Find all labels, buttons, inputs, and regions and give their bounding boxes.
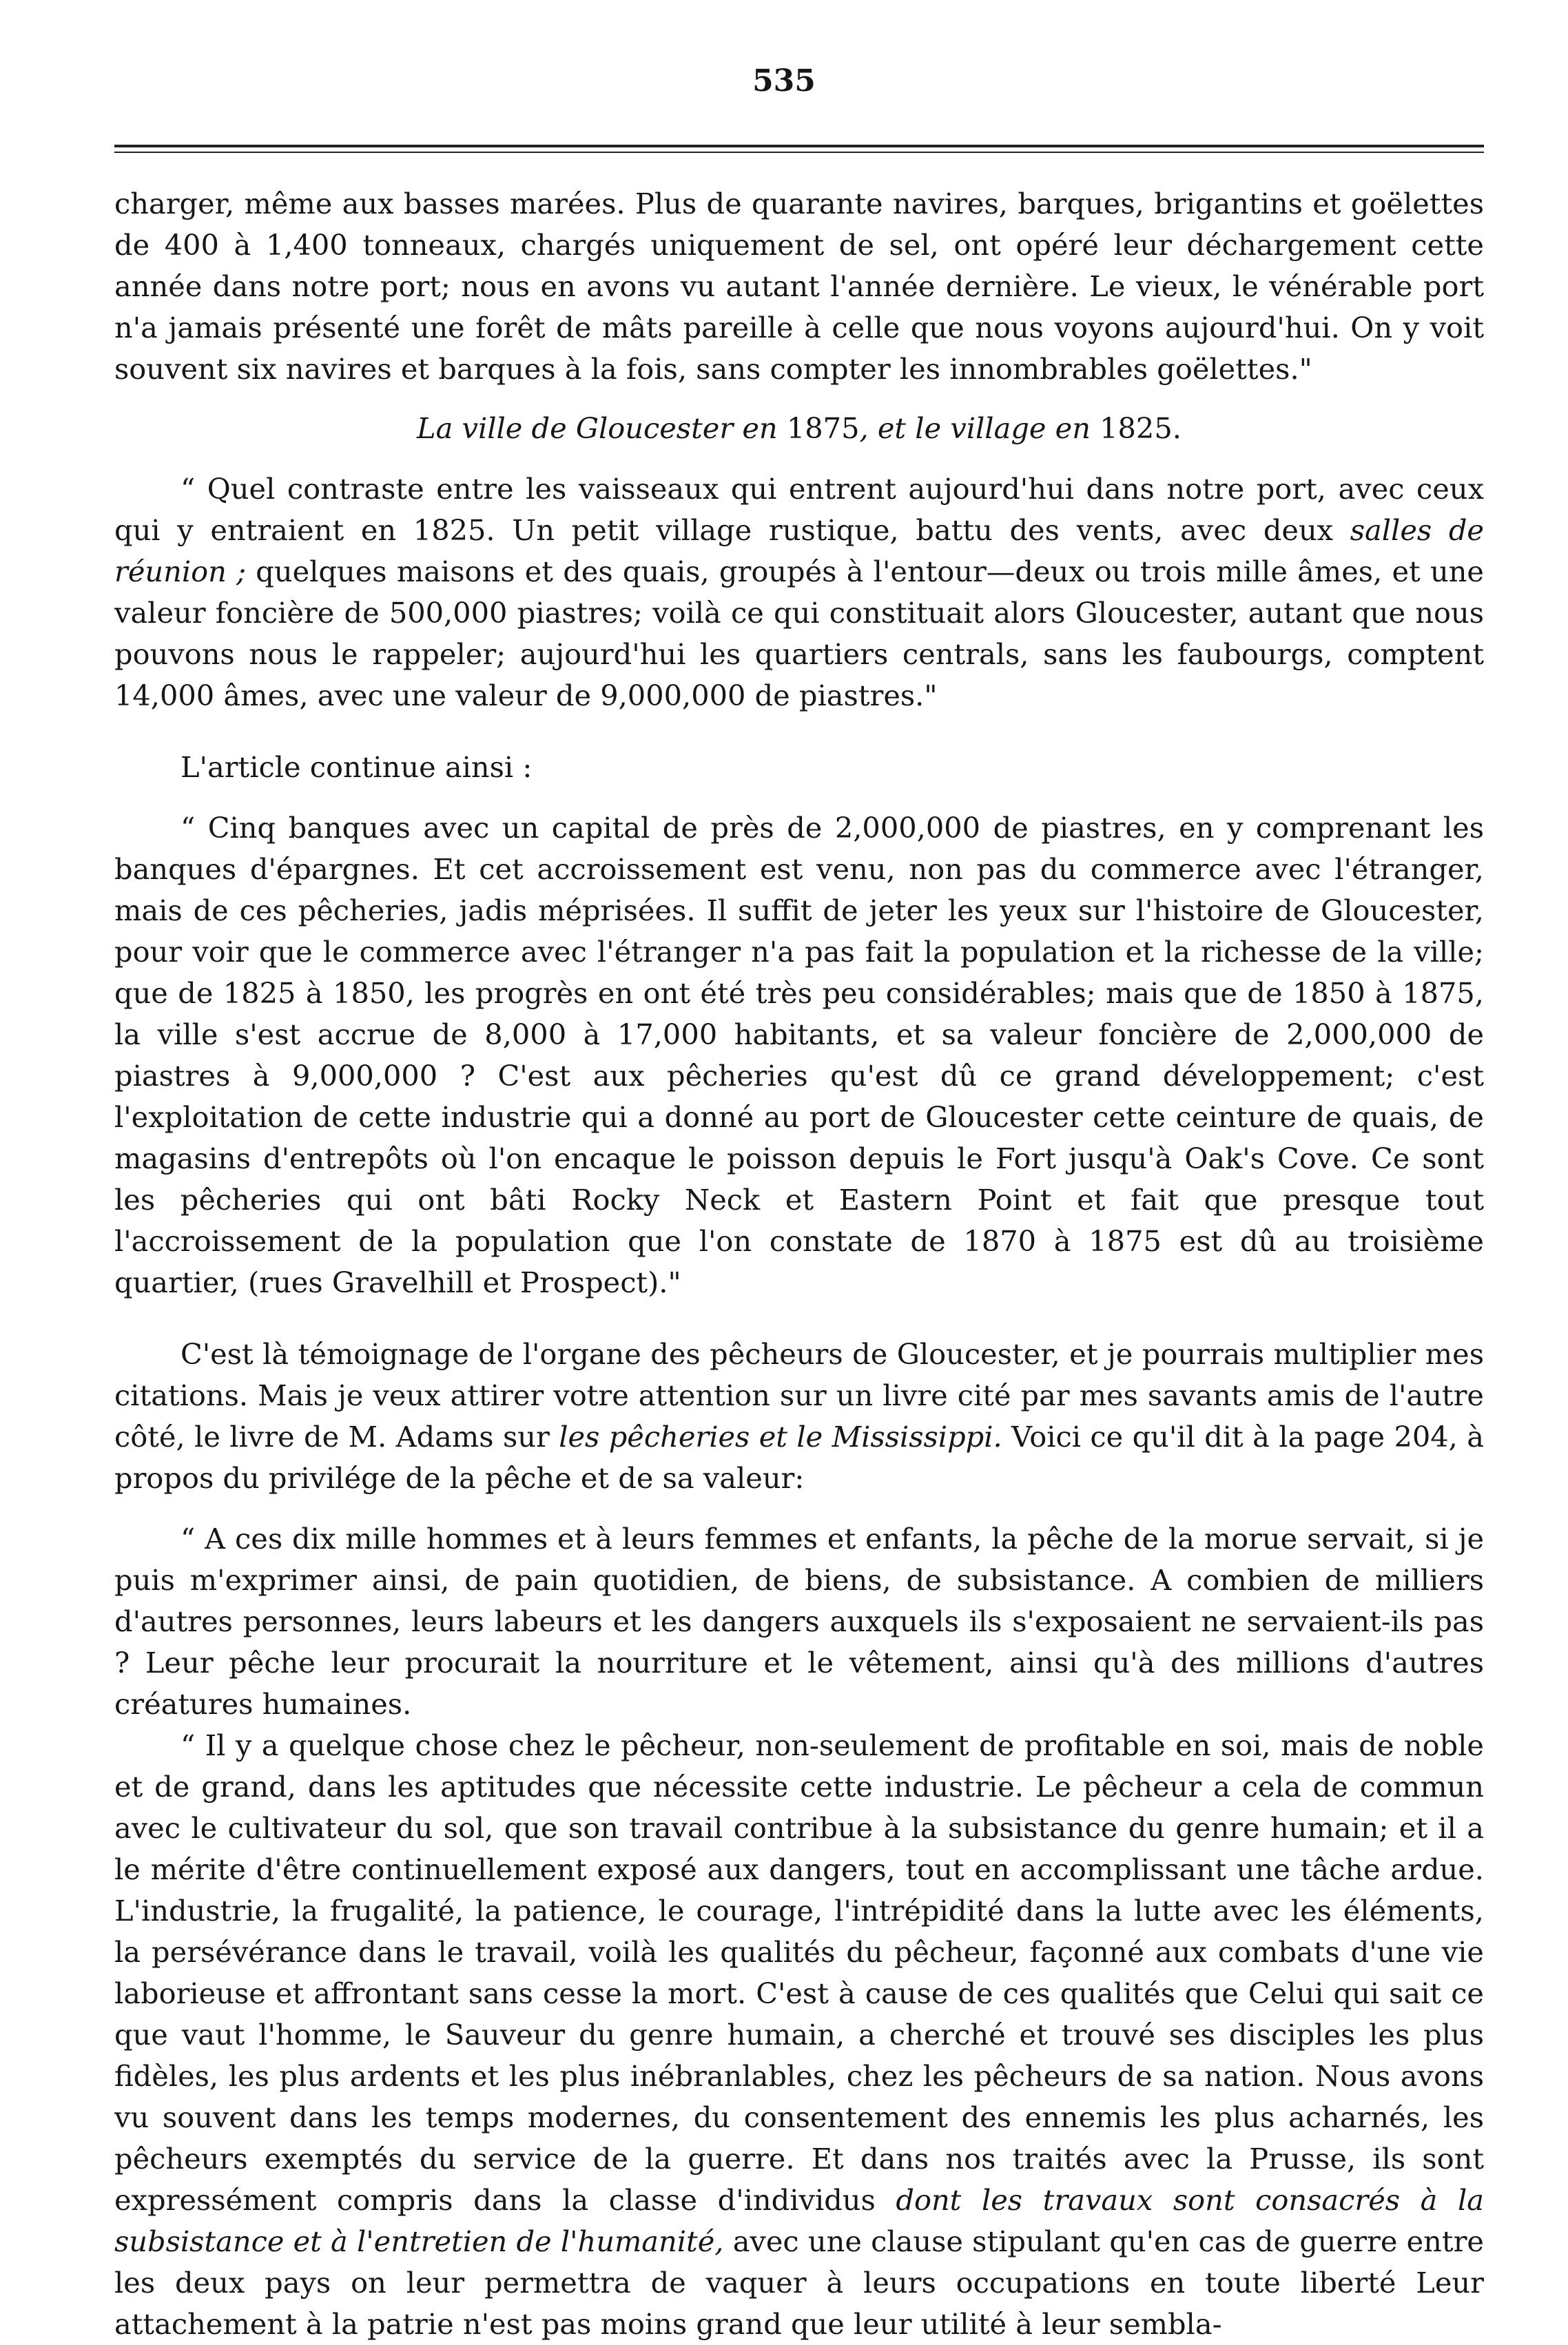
paragraph-article-continues: L'article continue ainsi : [180, 750, 533, 784]
paragraph-fisherman [114, 1725, 1484, 2345]
body-text [114, 183, 1484, 2345]
paragraph-testimony-b: Voici ce qu'il dit à la page 204, à propos du privilége de la pêche et de sa valeur: [114, 1420, 1484, 1495]
paragraph-testimony-a: C'est là témoignage de l'organe des pêcheurs de Gloucester, et je pourrais multiplier mes citations. Mais je veux attirer votre attention sur un livre cité par mes savants amis de l'autre côté, le livre de M. Adams sur [114, 1337, 1484, 1454]
header-rule-thick [114, 145, 1484, 147]
paragraph-cod-fishery: “ A ces dix mille hommes et à leurs femmes et enfants, la pêche de la morue servait, si je puis m'exprimer ainsi, de pain quotidien, de biens, de subsistance. A combien de milliers d'autres personnes, leurs labeurs et les dangers auxquels ils s'exposaient ne servaient-ils pas ? Leur pêche leur procurait la nourriture et le vêtement, ainsi qu'à des millions d'autres créatures humaines. [114, 1522, 1484, 1721]
paragraph-testimony [114, 1334, 1484, 1499]
paragraph-fisherman-italic: dont les travaux sont consacrés à la subsistance et à l'entretien de l'humanité, [114, 2183, 1485, 2258]
paragraph-continuation: charger, même aux basses marées. Plus de quarante navires, barques, brigantins et goëlettes de 400 à 1,400 tonneaux, chargés uniquement de sel, ont opéré leur déchargement cette année dans notre port; nous en avons vu autant l'année dernière. Le vieux, le vénérable port n'a jamais présenté une forêt de mâts pareille à celle que nous voyons aujourd'hui. On y voit souvent six navires et barques à la fois, sans compter les innombrables goëlettes." [114, 187, 1484, 386]
paragraph-banks: “ Cinq banques avec un capital de près de 2,000,000 de piastres, en y comprenant les banques d'épargnes. Et cet accroissement est venu, non pas du commerce avec l'étranger, mais de ces pêcheries, jadis méprisées. Il suffit de jeter les yeux sur l'histoire de Gloucester, pour voir que le commerce avec l'étranger n'a pas fait la population et la richesse de la ville; que de 1825 à 1850, les progrès en ont été très peu considérables; mais que de 1850 à 1875, la ville s'est accrue de 8,000 à 17,000 habitants, et sa valeur foncière de 2,000,000 de piastres à 9,000,000 ? C'est aux pêcheries qu'est dû ce grand développement; c'est l'exploitation de cette industrie qui a donné au port de Gloucester cette ceinture de quais, de magasins d'entrepôts où l'on encaque le poisson depuis le Fort jusqu'à Oak's Cove. Ce sont les pêcheries qui ont bâti Rocky Neck et Eastern Point et fait que presque tout l'accroissement de la population que l'on constate de 1870 à 1875 est dû au troisième quartier, (rues Gravelhill et Prospect)." [114, 811, 1484, 1299]
paragraph-contrast [114, 468, 1484, 716]
section-heading [114, 408, 1484, 449]
heading-end: . [1172, 411, 1182, 445]
heading-year-1825: 1825 [1100, 411, 1173, 445]
paragraph-fisherman-a: “ Il y a quelque chose chez le pêcheur, non-seulement de profitable en soi, mais de noble et de grand, dans les aptitudes que nécessite cette industrie. Le pêcheur a cela de commun avec le cultivateur du sol, que son travail contribue à la subsistance du genre humain; et il a le mérite d'être continuellement exposé aux dangers, tout en accomplissant une tâche ardue. L'industrie, la frugalité, la patience, le courage, l'intrépidité dans la lutte avec les éléments, la persévérance dans le travail, voilà les qualités du pêcheur, façonné aux combats d'une vie laborieuse et affrontant sans cesse la mort. C'est à cause de ces qualités que Celui qui sait ce que vaut l'homme, le Sauveur du genre humain, a cherché et trouvé ses disciples les plus fidèles, les plus ardents et les plus inébranlables, chez les pêcheurs de sa nation. Nous avons vu souvent dans les temps modernes, du consentement des ennemis les plus acharnés, les pêcheurs exemptés du service de la guerre. Et dans nos traités avec la Prusse, ils sont expressément compris dans la classe d'individus [114, 1728, 1484, 2217]
heading-year-1875: 1875 [786, 411, 860, 445]
heading-text-1: La ville de Gloucester en [417, 411, 787, 445]
paragraph-fisherman-b: avec une clause stipulant qu'en cas de guerre entre les deux pays on leur permettra de vaquer à leurs occupations en toute liberté Leur attachement à la patrie n'est pas moins grand que leur utilité à leur sembla- [114, 2224, 1484, 2341]
paragraph-contrast-b: quelques maisons et des quais, groupés à l'entour—deux ou trois mille âmes, et une valeur foncière de 500,000 piastres; voilà ce qui constituait alors Gloucester, autant que nous pouvons nous le rappeler; aujourd'hui les quartiers centrals, sans les faubourgs, comptent 14,000 âmes, avec une valeur de 9,000,000 de piastres." [114, 555, 1484, 712]
paragraph-contrast-italic: salles de réunion ; [114, 513, 1484, 588]
page-number: 535 [752, 63, 816, 99]
paragraph-testimony-italic: les pêcheries et le Mississippi. [559, 1420, 1002, 1454]
header-rule-thin [114, 152, 1484, 153]
paragraph-contrast-a: “ Quel contraste entre les vaisseaux qui entrent aujourd'hui dans notre port, avec ceux qui y entraient en 1825. Un petit village rustique, battu des vents, avec deux [114, 472, 1484, 547]
heading-text-2: , et le village en [859, 411, 1100, 445]
